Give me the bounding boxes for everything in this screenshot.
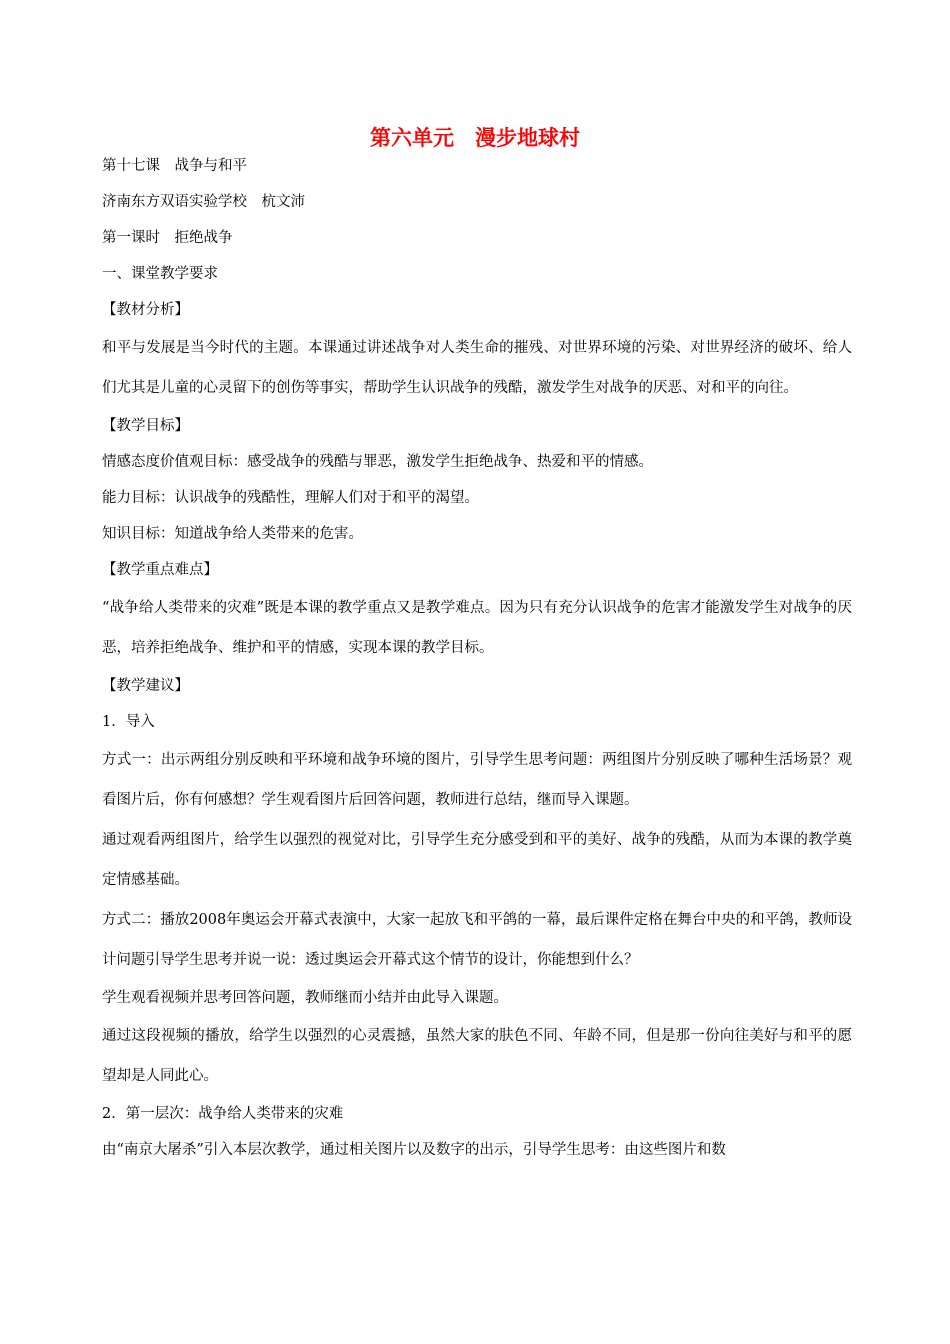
analysis-paragraph: 和平与发展是当今时代的主题。本课通过讲述战争对人类生命的摧残、对世界环境的污染、对世界经济的破坏、给人们尤其是儿童的心灵留下的创伤等事实，帮助学生认识战争的残酷，激发学生对战争的厌恶、对和平的向往。 [102,340,852,396]
author-line: 济南东方双语实验学校 杭文沛 [102,194,305,210]
lesson-heading: 第十七课 战争与和平 [102,158,247,174]
suggestions-heading: 【教学建议】 [102,678,189,694]
goals-heading: 【教学目标】 [102,418,189,434]
method1-note: 通过观看两组图片，给学生以强烈的视觉对比，引导学生充分感受到和平的美好、战争的残酷，从而为本课的教学奠定情感基础。 [102,832,852,888]
document-title: 第六单元 漫步地球村 [370,125,580,150]
document-body [102,148,852,1168]
goal-ability: 能力目标：认识战争的残酷性，理解人们对于和平的渴望。 [102,490,479,506]
method1-paragraph: 方式一：出示两组分别反映和平环境和战争环境的图片，引导学生思考问题：两组图片分别反映了哪种生活场景？观看图片后，你有何感想？学生观看图片后回答问题，教师进行总结，继而导入课题。 [102,752,852,808]
period-heading: 第一课时 拒绝战争 [102,230,233,246]
step1-heading: 1．导入 [102,714,155,730]
goal-emotion: 情感态度价值观目标：感受战争的残酷与罪恶，激发学生拒绝战争、热爱和平的情感。 [102,454,653,470]
method2-note: 通过这段视频的播放，给学生以强烈的心灵震撼，虽然大家的肤色不同、年龄不同，但是那一份向往美好与和平的愿望却是人同此心。 [102,1028,852,1084]
method2-answer: 学生观看视频并思考回答问题，教师继而小结并由此导入课题。 [102,990,508,1006]
step2-paragraph: 由“南京大屠杀”引入本层次教学，通过相关图片以及数字的出示，引导学生思考：由这些图片和数 [102,1142,726,1158]
keypoints-paragraph: “战争给人类带来的灾难”既是本课的教学重点又是教学难点。因为只有充分认识战争的危害才能激发学生对战争的厌恶，培养拒绝战争、维护和平的情感，实现本课的教学目标。 [102,600,852,656]
analysis-heading: 【教材分析】 [102,302,189,318]
keypoints-heading: 【教学重点难点】 [102,562,218,578]
goal-knowledge: 知识目标：知道战争给人类带来的危害。 [102,526,363,542]
method2-paragraph: 方式二：播放2008年奥运会开幕式表演中，大家一起放飞和平鸽的一幕，最后课件定格在舞台中央的和平鸽，教师设计问题引导学生思考并说一说：透过奥运会开幕式这个情节的设计，你能想到什么？ [102,912,852,968]
step2-heading: 2．第一层次：战争给人类带来的灾难 [102,1106,344,1122]
section-heading: 一、课堂教学要求 [102,266,218,282]
